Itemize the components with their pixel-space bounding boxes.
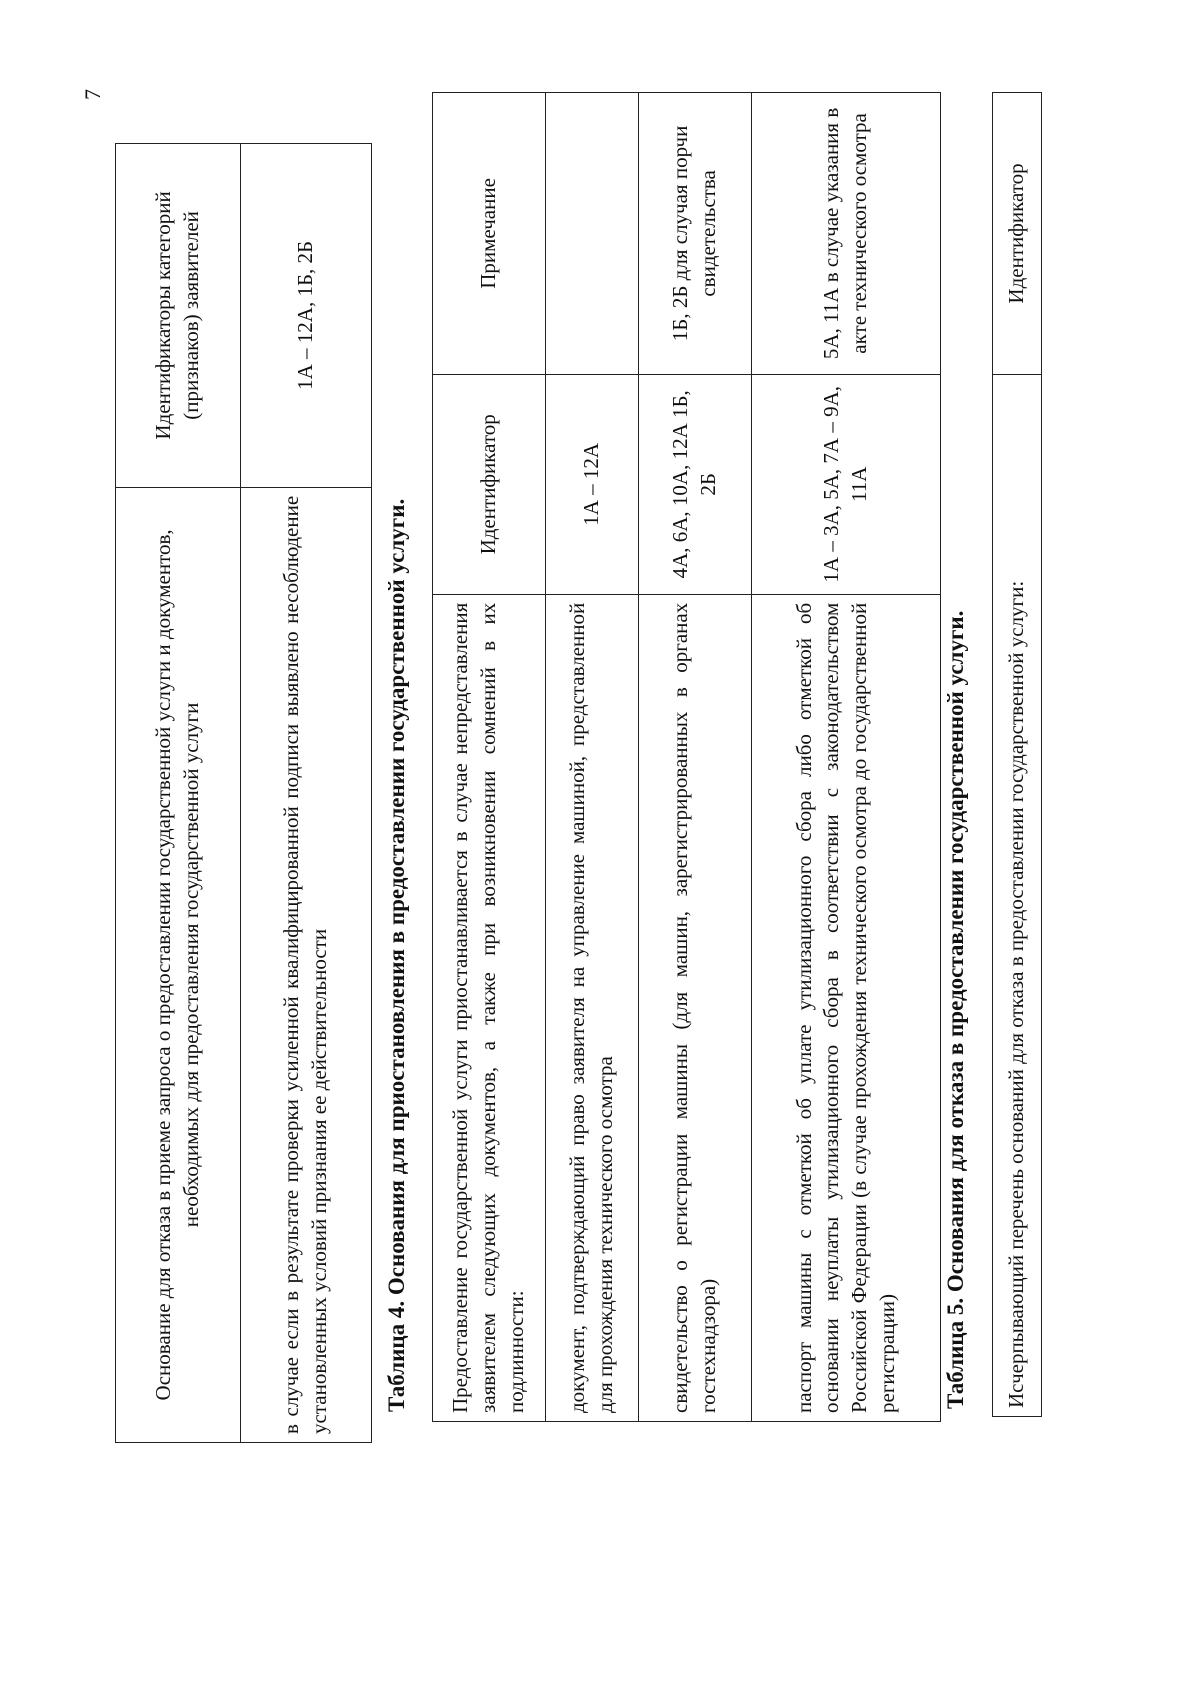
table-cell: свидетельство о регистрации машины (для машин, зарегистрированных в органах гостехнадзора) [639, 594, 752, 1421]
table-row [546, 93, 639, 1422]
table5-caption: Таблица 5. Основания для отказа в предоставлении государственной услуги. [943, 610, 968, 1409]
table-row [241, 144, 372, 1443]
header-cell: Предоставление государственной услуги приостанавливается в случае непредставления заявителем следующих документов, а также при возникновении сомнений в их подлинности: [433, 594, 546, 1421]
suspension-table [432, 92, 941, 1422]
header-cell: Примечание [433, 93, 546, 375]
header-cell: Идентификатор [433, 374, 546, 594]
table-row [752, 93, 941, 1422]
table-cell: 5А, 11А в случае указания в акте технического осмотра [752, 93, 941, 375]
table-cell [546, 93, 639, 375]
table-row [639, 93, 752, 1422]
table-cell: 1Б, 2Б для случая порчи свидетельства [639, 93, 752, 375]
page-number: 7 [80, 89, 105, 100]
header-cell: Идентификатор [993, 93, 1042, 375]
table-cell: паспорт машины с отметкой об уплате утилизационного сбора либо отметкой об основании неуплаты утилизационного сбора в соответствии с законодательством Российской Федерации (в случае прохождения технического осмотра до государственной регистрации) [752, 594, 941, 1421]
table4-caption: Таблица 4. Основания для приостановления в предоставлении государственной услуги. [384, 498, 409, 1412]
table-header-row [433, 93, 546, 1422]
table-cell: 1А – 12А [546, 374, 639, 594]
header-cell: Идентификаторы категорий (признаков) заявителей [116, 144, 241, 488]
table-cell: 1А – 3А, 5А, 7А – 9А, 11А [752, 374, 941, 594]
table-cell: в случае если в результате проверки усиленной квалифицированной подписи выявлено несоблюдение установленных условий признания ее действительности [241, 487, 372, 1442]
header-cell: Основание для отказа в приеме запроса о предоставлении государственной услуги и документов, необходимых для предоставления государственной услуги [116, 487, 241, 1442]
refusal-table [992, 92, 1042, 1417]
table-cell: 1А – 12А, 1Б, 2Б [241, 144, 372, 488]
table-header-row [993, 93, 1042, 1417]
table-cell: 4А, 6А, 10А, 12А 1Б, 2Б [639, 374, 752, 594]
header-cell: Исчерпывающий перечень оснований для отказа в предоставлении государственной услуги: [993, 374, 1042, 1416]
refusal-reception-table [115, 143, 372, 1443]
table-cell: документ, подтверждающий право заявителя на управление машиной, представленной для прохождения технического осмотра [546, 594, 639, 1421]
table-header-row [116, 144, 241, 1443]
